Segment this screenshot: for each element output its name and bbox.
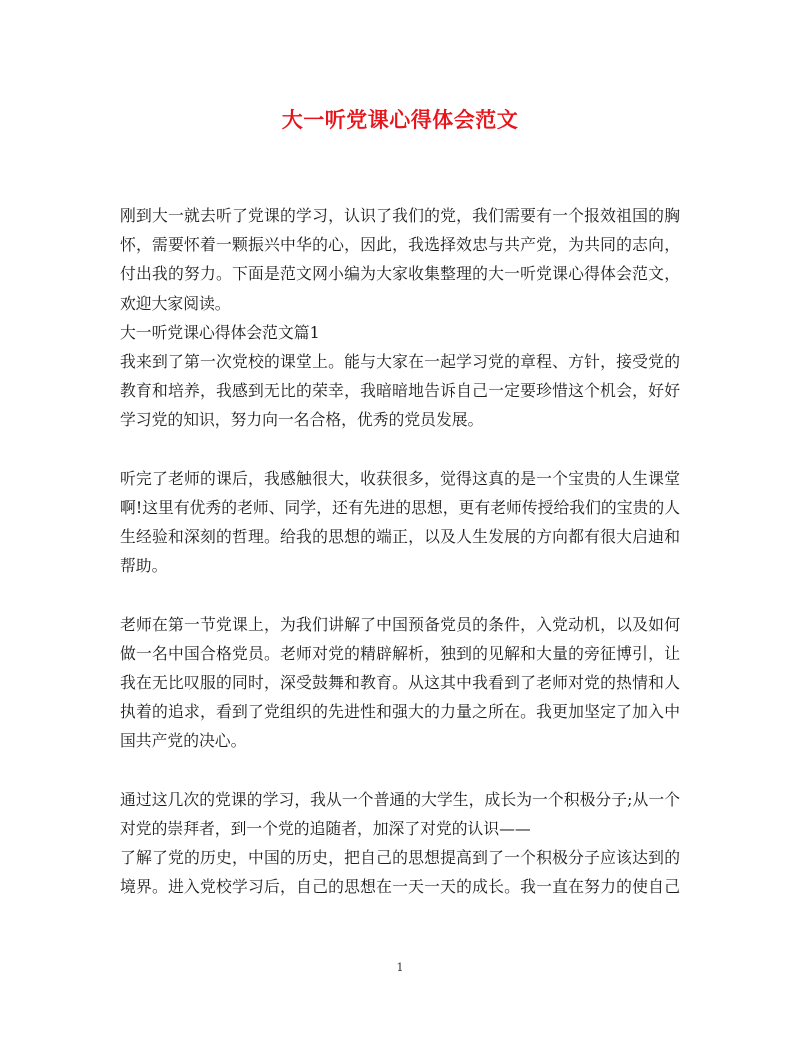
document-body — [120, 201, 680, 902]
text-line: 国共产党的决心。 — [120, 731, 247, 751]
text-line: 境界。进入党校学习后，自己的思想在一天一天的成长。我一直在努力的使自己 — [120, 877, 680, 897]
text-line: 老师在第一节党课上，为我们讲解了中国预备党员的条件，入党动机，以及如何 — [120, 614, 680, 634]
text-line: 帮助。 — [120, 556, 168, 576]
text-line: 付出我的努力。下面是范文网小编为大家收集整理的大一听党课心得体会范文， — [120, 264, 680, 284]
page-number: 1 — [396, 961, 404, 974]
text-line: 啊!这里有优秀的老师、同学，还有先进的思想，更有老师传授给我们的宝贵的人 — [120, 497, 680, 517]
text-line: 怀，需要怀着一颗振兴中华的心，因此，我选择效忠与共产党，为共同的志向， — [120, 235, 680, 255]
text-line: 听完了老师的课后，我感触很大，收获很多，觉得这真的是一个宝贵的人生课堂 — [120, 468, 680, 488]
text-line: 对党的崇拜者，到一个党的追随者，加深了对党的认识—— — [120, 818, 531, 838]
text-line: 生经验和深刻的哲理。给我的思想的端正，以及人生发展的方向都有很大启迪和 — [120, 527, 680, 547]
paragraph-spacer — [120, 756, 680, 785]
text-line: 执着的追求，看到了党组织的先进性和强大的力量之所在。我更加坚定了加入中 — [120, 702, 680, 722]
document-title: 大一听党课心得体会范文 — [281, 107, 519, 132]
text-line: 了解了党的历史，中国的历史，把自己的思想提高到了一个积极分子应该达到的 — [120, 848, 680, 868]
text-line: 通过这几次的党课的学习，我从一个普通的大学生，成长为一个积极分子;从一个 — [120, 789, 680, 809]
text-line: 做一名中国合格党员。老师对党的精辟解析，独到的见解和大量的旁征博引，让 — [120, 643, 680, 663]
text-line: 欢迎大家阅读。 — [120, 293, 231, 313]
text-line: 教育和培养，我感到无比的荣幸，我暗暗地告诉自己一定要珍惜这个机会，好好 — [120, 381, 680, 401]
text-line: 我来到了第一次党校的课堂上。能与大家在一起学习党的章程、方针，接受党的 — [120, 351, 680, 371]
paragraph-spacer — [120, 435, 680, 464]
paragraph-spacer — [120, 580, 680, 609]
text-line: 刚到大一就去听了党课的学习，认识了我们的党，我们需要有一个报效祖国的胸 — [120, 206, 680, 225]
text-line: 我在无比叹服的同时，深受鼓舞和教育。从这其中我看到了老师对党的热情和人 — [120, 673, 680, 692]
text-line: 学习党的知识，努力向一名合格，优秀的党员发展。 — [120, 410, 484, 430]
text-line: 大一听党课心得体会范文篇1 — [120, 322, 320, 342]
